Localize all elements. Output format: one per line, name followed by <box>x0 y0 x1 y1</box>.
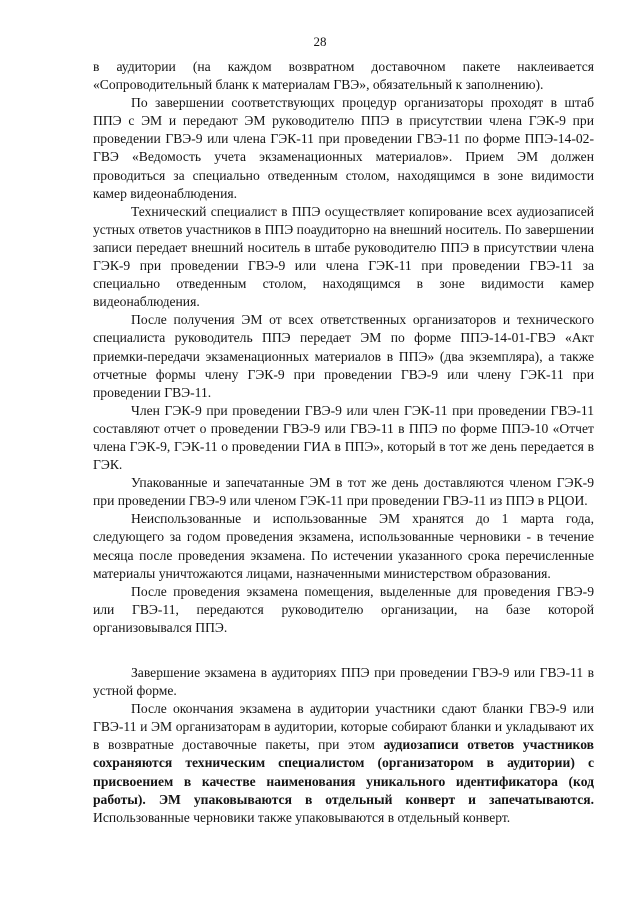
section-heading-oral-exam-completion: Завершение экзамена в аудиториях ППЭ при проведении ГВЭ-9 или ГВЭ-11 в устной форме. <box>93 665 594 699</box>
paragraph-oral-exam-completion <box>93 700 594 827</box>
final-paragraph-text-start: После окончания экзамена в аудитории участники сдают бланки ГВЭ-9 или ГВЭ-11 и ЭМ организаторам в аудитории, которые собирают бланки и укладывают их в возвратные доставочные пакеты, при этом <box>93 701 594 753</box>
paragraph-premises-return: После проведения экзамена помещения, выделенные для проведения ГВЭ-9 или ГВЭ-11, передаются руководителю организации, на базе которой организовывался ППЭ. <box>93 583 594 635</box>
paragraph-delivery-to-rcoi: Упакованные и запечатанные ЭМ в тот же день доставляются членом ГЭК-9 при проведении ГВЭ-9 или членом ГЭК-11 при проведении ГВЭ-11 из ППЭ в РЦОИ. <box>93 475 594 509</box>
final-paragraph-text-end: Использованные черновики также упаковываются в отдельный конверт. <box>93 809 511 825</box>
paragraph-continuation: в аудитории (на каждом возвратном доставочном пакете наклеивается «Сопроводительный бланк к материалам ГВЭ», обязательный к заполнению). <box>93 59 594 93</box>
paragraph-audio-copying: Технический специалист в ППЭ осуществляет копирование всех аудиозаписей устных ответов участников в ППЭ поаудиторно на внешний носитель. По завершении записи передает внешний носитель в штабе руководителю ППЭ в присутствии члена ГЭК-9 при проведении ГВЭ-9 или члена ГЭК-11 при проведении ГВЭ-11 за специально отведенным столом, находящимся в зоне видимости камер видеонаблюдения. <box>93 203 594 310</box>
paragraph-storage: Неиспользованные и использованные ЭМ хранятся до 1 марта года, следующего за годом проведения экзамена, использованные черновики - в течение месяца после проведения экзамена. По истечении указанного срока перечисленные материалы уничтожаются лицами, назначенными министерством образования. <box>93 511 594 581</box>
paragraph-transfer-to-headquarters: По завершении соответствующих процедур организаторы проходят в штаб ППЭ с ЭМ и передают ЭМ руководителю ППЭ в присутствии члена ГЭК-9 при проведении ГВЭ-9 или члена ГЭК-11 при проведении ГВЭ-11 по форме ППЭ-14-02-ГВЭ «Ведомость учета экзаменационных материалов». Прием ЭМ должен проводиться за специально отведенным столом, находящимся в зоне видимости камер видеонаблюдения. <box>93 95 594 201</box>
final-paragraph-bold-text: аудиозаписи ответов участников сохраняются техническим специалистом (организатором в аудитории) с присвоением в качестве наименования уникального идентификатора (код работы). ЭМ упаковываются в отдельный конверт и запечатываются. <box>93 737 594 807</box>
paragraph-handover-to-gek: После получения ЭМ от всех ответственных организаторов и технического специалиста руководитель ППЭ передает ЭМ по форме ППЭ-14-01-ГВЭ «Акт приемки-передачи экзаменационных материалов в ППЭ» (два экземпляра), а также отчетные формы члену ГЭК-9 при проведении ГВЭ-9 или члену ГЭК-11 при проведении ГВЭ-11. <box>93 312 594 400</box>
page-number: 28 <box>313 34 327 49</box>
document-body <box>93 58 594 827</box>
paragraph-gek-report: Член ГЭК-9 при проведении ГВЭ-9 или член ГЭК-11 при проведении ГВЭ-11 составляют отчет о проведении ГВЭ-9 или ГВЭ-11 в ППЭ по форме ППЭ-10 «Отчет члена ГЭК-9, ГЭК-11 о проведении ГИА в ППЭ», который в тот же день передается в ГЭК. <box>93 402 594 473</box>
